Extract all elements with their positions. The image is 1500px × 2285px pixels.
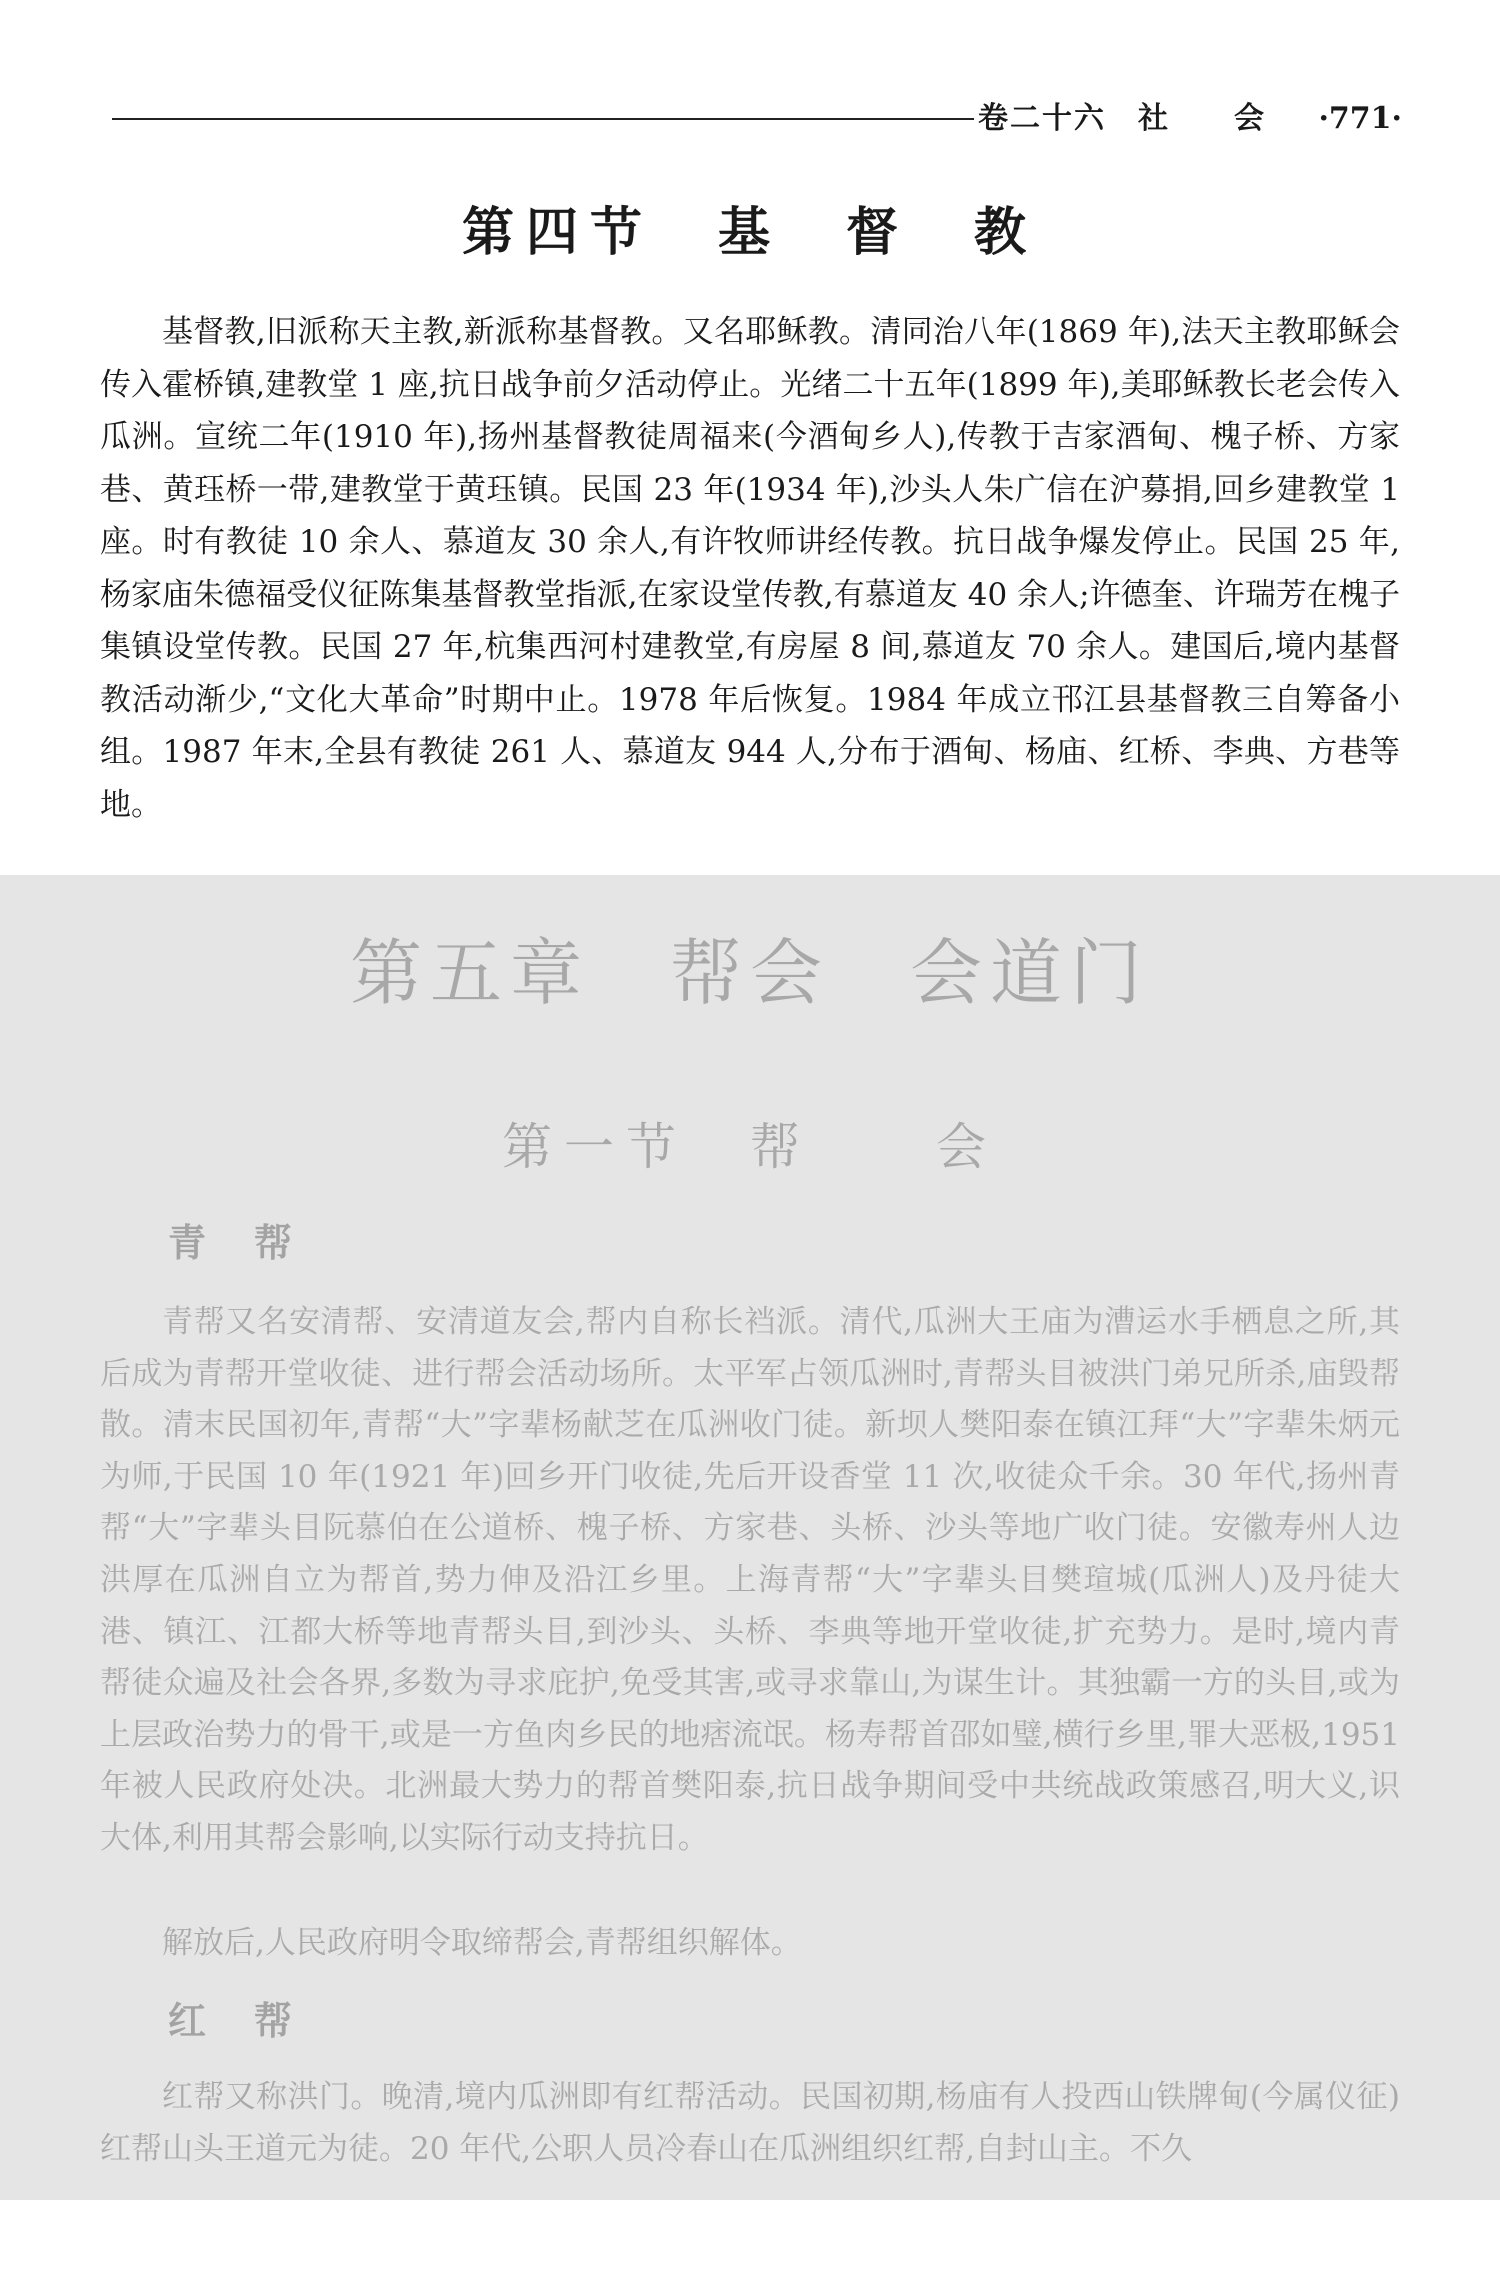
chapter-title: 第五章 帮会 会道门: [349, 931, 1150, 1015]
faded-chapter-section: [0, 875, 1500, 2200]
section-title-christianity: 第四节 基 督 教: [461, 202, 1038, 263]
subheading-qing-bang: 青帮: [168, 1220, 341, 1265]
page-number: ·771·: [1318, 101, 1402, 136]
subheading-hong-bang: 红帮: [168, 1998, 341, 2043]
qing-bang-paragraph-1: 青帮又名安清帮、安清道友会,帮内自称长裆派。清代,瓜洲大王庙为漕运水手栖息之所,其后成为青帮开堂收徒、进行帮会活动场所。太平军占领瓜洲时,青帮头目被洪门弟兄所杀,庙毁帮散。清末民国初年,青帮“大”字辈杨献芝在瓜洲收门徒。新坝人樊阳泰在镇江拜“大”字辈朱炳元为师,于民国 10 年(1921 年)回乡开门收徒,先后开设香堂 11 次,收徒众千余。30 年代,扬州青帮“大”字辈头目阮慕伯在公道桥、槐子桥、方家巷、头桥、沙头等地广收门徒。安徽寿州人边洪厚在瓜洲自立为帮首,势力伸及沿江乡里。上海青帮“大”字辈头目樊瑄城(瓜洲人)及丹徒大港、镇江、江都大桥等地青帮头目,到沙头、头桥、李典等地开堂收徒,扩充势力。是时,境内青帮徒众遍及社会各界,多数为寻求庇护,免受其害,或寻求靠山,为谋生计。其独霸一方的头目,或为上层政治势力的骨干,或是一方鱼肉乡民的地痞流氓。杨寿帮首邵如璧,横行乡里,罪大恶极,1951 年被人民政府处决。北洲最大势力的帮首樊阳泰,抗日战争期间受中共统战政策感召,明大义,识大体,利用其帮会影响,以实际行动支持抗日。: [100, 1304, 1401, 1856]
christianity-paragraph: 基督教,旧派称天主教,新派称基督教。又名耶稣教。清同治八年(1869 年),法天主教耶稣会传入霍桥镇,建教堂 1 座,抗日战争前夕活动停止。光绪二十五年(1899 年),美耶稣教长老会传入瓜洲。宣统二年(1910 年),扬州基督教徒周福来(今酒甸乡人),传教于吉家酒甸、槐子桥、方家巷、黄珏桥一带,建教堂于黄珏镇。民国 23 年(1934 年),沙头人朱广信在沪募捐,回乡建教堂 1 座。时有教徒 10 余人、慕道友 30 余人,有许牧师讲经传教。抗日战争爆发停止。民国 25 年,杨家庙朱德福受仪征陈集基督教堂指派,在家设堂传教,有慕道友 40 余人;许德奎、许瑞芳在槐子集镇设堂传教。民国 27 年,杭集西河村建教堂,有房屋 8 间,慕道友 70 余人。建国后,境内基督教活动渐少,“文化大革命”时期中止。1978 年后恢复。1984 年成立邗江县基督教三自筹备小组。1987 年末,全县有教徒 261 人、慕道友 944 人,分布于酒甸、杨庙、红桥、李典、方巷等地。: [100, 314, 1400, 823]
section-title-gangs: 第一节 帮 会: [502, 1118, 998, 1176]
running-head: 卷二十六 社 会: [978, 101, 1266, 136]
christianity-section: [0, 0, 1500, 875]
hong-bang-paragraph: 红帮又称洪门。晚清,境内瓜洲即有红帮活动。民国初期,杨庙有人投西山铁牌甸(今属仪征)红帮山头王道元为徒。20 年代,公职人员冷春山在瓜洲组织红帮,自封山主。不久: [100, 2079, 1400, 2167]
qing-bang-paragraph-2: 解放后,人民政府明令取缔帮会,青帮组织解体。: [162, 1925, 802, 1961]
